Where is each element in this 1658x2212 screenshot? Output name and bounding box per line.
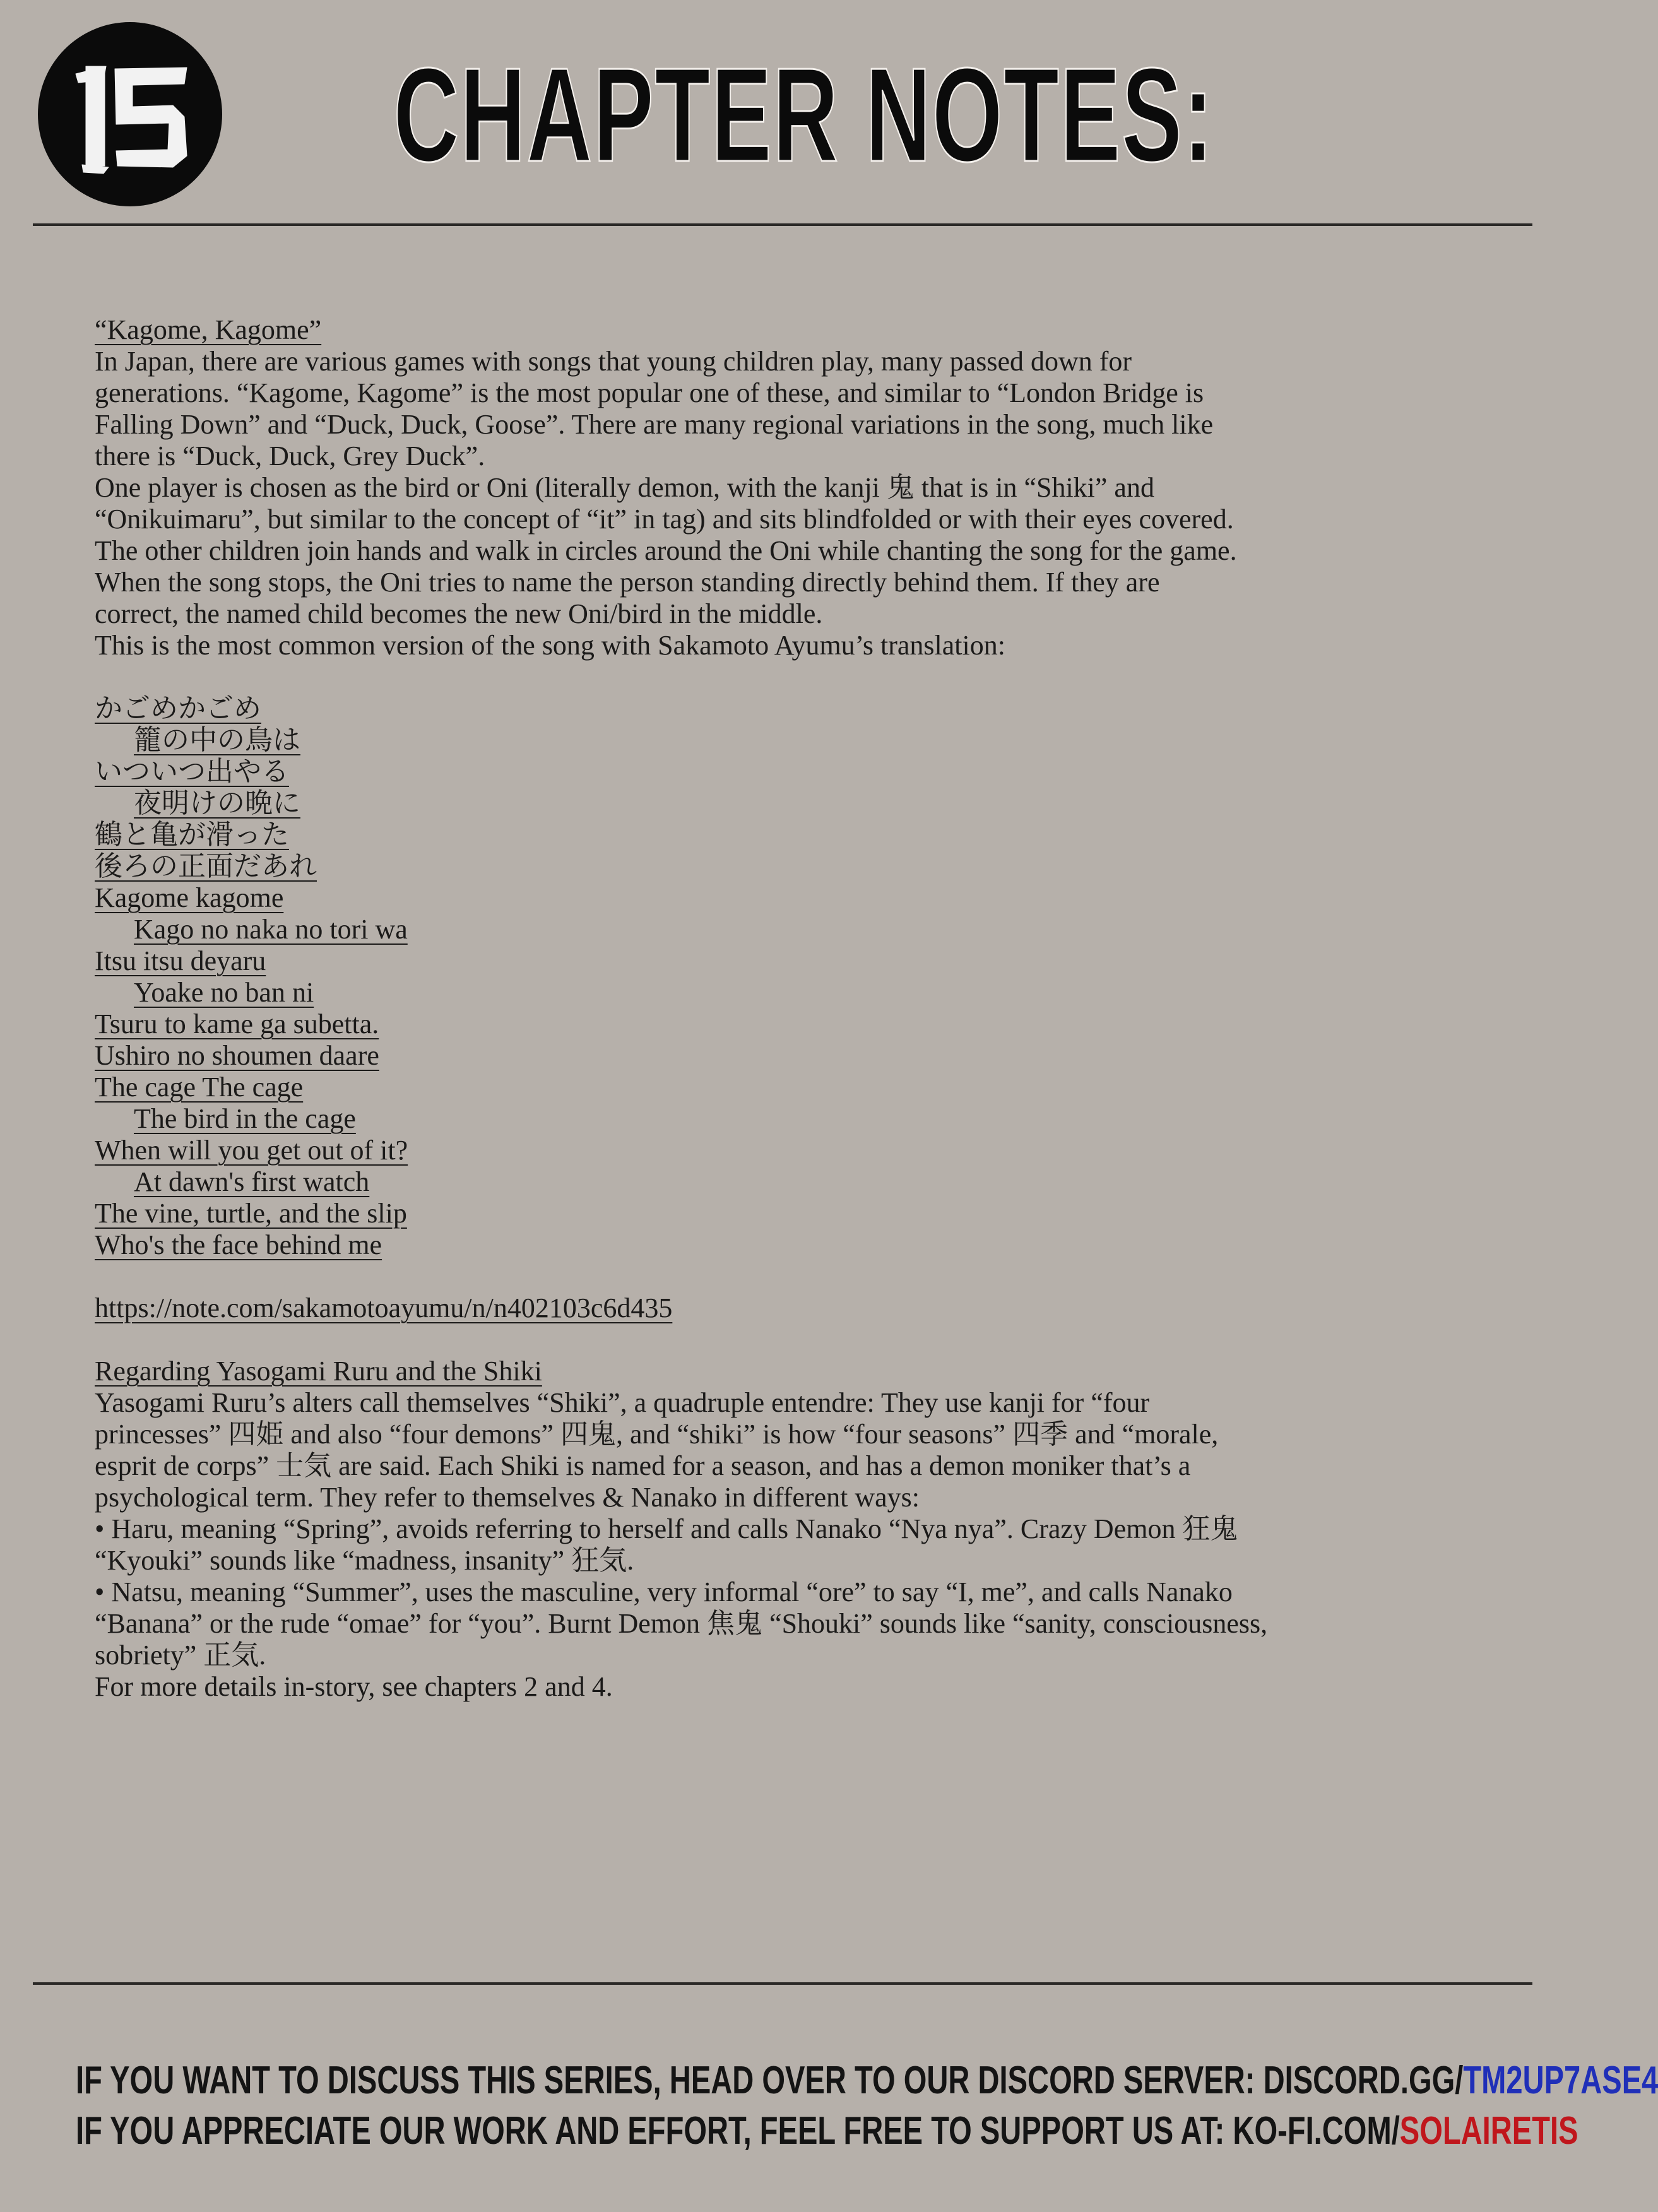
- paragraph-line: correct, the named child becomes the new Oni/bird in the middle.: [95, 598, 823, 629]
- lyric-romaji: Kagome kagome: [95, 882, 284, 913]
- spacer: [95, 1261, 1458, 1292]
- kofi-link[interactable]: SOLAIRETIS: [1399, 2109, 1578, 2153]
- lyric-japanese: 夜明けの晩に: [134, 787, 300, 819]
- paragraph-line: “Banana” or the rude “omae” for “you”. Burnt Demon 焦鬼 “Shouki” sounds like “sanity, consciousness,: [95, 1608, 1268, 1639]
- paragraph-line: “Onikuimaru”, but similar to the concept of “it” in tag) and sits blindfolded or with their eyes covered.: [95, 504, 1234, 535]
- paragraph-line: esprit de corps” 士気 are said. Each Shiki is named for a season, and has a demon moniker that’s a: [95, 1450, 1191, 1481]
- paragraph-line: Falling Down” and “Duck, Duck, Goose”. There are many regional variations in the song, much like: [95, 409, 1214, 440]
- chapter-number-badge: [38, 22, 222, 206]
- section-heading-shiki: Regarding Yasogami Ruru and the Shiki: [95, 1356, 542, 1387]
- paragraph-line: In Japan, there are various games with songs that young children play, many passed down for: [95, 346, 1132, 377]
- paragraph-line: One player is chosen as the bird or Oni (literally demon, with the kanji 鬼 that is in “Shiki” and: [95, 472, 1154, 503]
- lyric-english: At dawn's first watch: [134, 1166, 370, 1197]
- lyric-japanese: 籠の中の鳥は: [134, 724, 300, 756]
- lyric-english: The vine, turtle, and the slip: [95, 1198, 407, 1229]
- section-heading-kagome: “Kagome, Kagome”: [95, 314, 322, 345]
- discord-footer: [76, 2059, 1658, 2103]
- paragraph-line: “Kyouki” sounds like “madness, insanity” 狂気.: [95, 1545, 634, 1576]
- bottom-divider: [33, 1982, 1532, 1985]
- kofi-text: IF YOU APPRECIATE OUR WORK AND EFFORT, FEEL FREE TO SUPPORT US AT: KO-FI.COM/: [76, 2109, 1400, 2153]
- lyric-english: The bird in the cage: [134, 1103, 356, 1134]
- paragraph-line: Yasogami Ruru’s alters call themselves “Shiki”, a quadruple entendre: They use kanji for “four: [95, 1387, 1150, 1418]
- paragraph-line: When the song stops, the Oni tries to name the person standing directly behind them. If they are: [95, 567, 1160, 598]
- spacer: [95, 661, 1458, 693]
- chapter-number: 15: [130, 205, 131, 206]
- paragraph-line: This is the most common version of the song with Sakamoto Ayumu’s translation:: [95, 630, 1005, 661]
- discord-invite-link[interactable]: TM2UP7ASE4: [1463, 2059, 1658, 2102]
- translation-source-link[interactable]: https://note.com/sakamotoayumu/n/n402103c6d435: [95, 1292, 673, 1323]
- chapter-number-icon: [38, 22, 222, 206]
- chapter-notes-body: [95, 314, 1458, 1703]
- paragraph-line: • Natsu, meaning “Summer”, uses the masculine, very informal “ore” to say “I, me”, and calls Nanako: [95, 1576, 1233, 1607]
- paragraph-line: The other children join hands and walk in circles around the Oni while chanting the song for the game.: [95, 535, 1237, 566]
- lyric-english: The cage The cage: [95, 1072, 304, 1103]
- lyric-romaji: Yoake no ban ni: [134, 977, 314, 1008]
- top-divider: [33, 223, 1532, 226]
- page-title: CHAPTER NOTES:: [393, 40, 1214, 189]
- lyric-english: When will you get out of it?: [95, 1135, 408, 1166]
- paragraph-line: For more details in-story, see chapters 2 and 4.: [95, 1671, 613, 1702]
- lyric-japanese: 後ろの正面だあれ: [95, 850, 317, 882]
- paragraph-line: psychological term. They refer to themselves & Nanako in different ways:: [95, 1482, 920, 1513]
- lyric-romaji: Ushiro no shoumen daare: [95, 1040, 379, 1071]
- lyric-japanese: いついつ出やる: [95, 755, 289, 788]
- lyric-japanese: 鶴と亀が滑った: [95, 819, 289, 851]
- spacer: [95, 1324, 1458, 1356]
- discord-text: IF YOU WANT TO DISCUSS THIS SERIES, HEAD OVER TO OUR DISCORD SERVER: DISCORD.GG/: [76, 2059, 1464, 2102]
- paragraph-line: sobriety” 正気.: [95, 1640, 266, 1671]
- lyric-english: Who's the face behind me: [95, 1229, 382, 1260]
- paragraph-line: • Haru, meaning “Spring”, avoids referring to herself and calls Nanako “Nya nya”. Crazy Demon 狂鬼: [95, 1513, 1238, 1544]
- paragraph-line: princesses” 四姫 and also “four demons” 四鬼, and “shiki” is how “four seasons” 四季 and “morale,: [95, 1419, 1219, 1450]
- lyric-japanese: かごめかごめ: [95, 692, 261, 725]
- lyric-romaji: Kago no naka no tori wa: [134, 914, 408, 945]
- paragraph-line: generations. “Kagome, Kagome” is the most popular one of these, and similar to “London Bridge is: [95, 377, 1204, 408]
- lyric-romaji: Tsuru to kame ga subetta.: [95, 1008, 379, 1039]
- lyric-romaji: Itsu itsu deyaru: [95, 945, 266, 976]
- kofi-footer: [76, 2109, 1578, 2153]
- paragraph-line: there is “Duck, Duck, Grey Duck”.: [95, 441, 485, 471]
